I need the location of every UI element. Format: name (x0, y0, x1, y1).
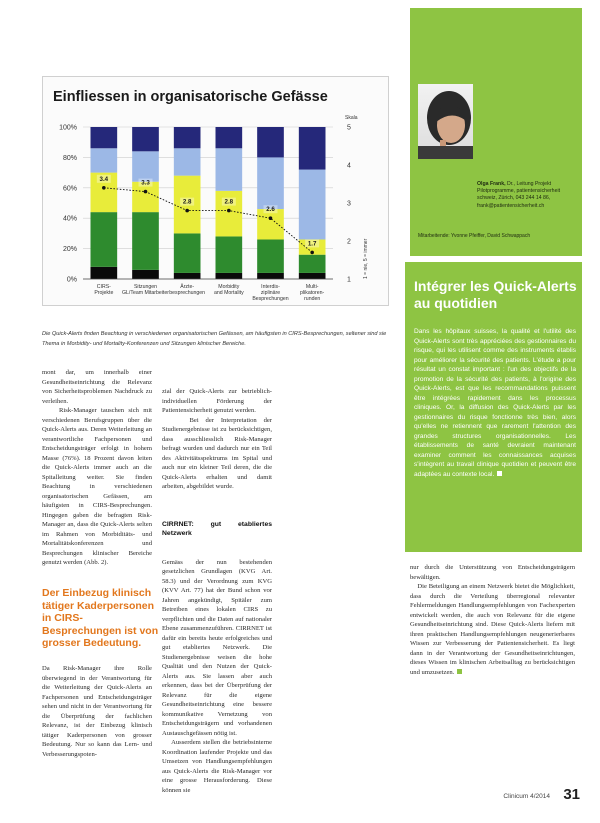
bar-segment (91, 212, 118, 267)
bar-segment (257, 239, 284, 272)
x-tick-label: Multi- (305, 284, 319, 290)
article-column-2 (162, 368, 272, 805)
column-2-paragraphs-a: zial der Quick-Alerts zur betrieblich-individuellen Förderung der Patientensicherheit genutzt werden. Bei der Interpretation der Studienergebnisse ist zu berücksichtigen, dass ausschliesslich Risk-Manager befragt wurden und dadurch nur ein Teil des Aktivitätsspektrums im Spital und auch nur ein kleiner Teil deren, die die Quick-Alerts erhalten und damit arbeiten, abgebildet wurde. (162, 388, 272, 490)
data-label: 3.4 (99, 175, 109, 183)
bar-segment (174, 233, 201, 273)
bar-segment (132, 127, 159, 151)
bar-segment (174, 148, 201, 175)
mean-point (185, 209, 189, 213)
author-name: Olga Frank, (477, 181, 506, 187)
author-portrait (418, 84, 473, 159)
chart-title: Einfliessen in organisatorische Gefässe (53, 89, 328, 105)
bar-segment (91, 267, 118, 279)
mean-point (269, 216, 273, 220)
y-tick-label: 80% (62, 154, 77, 162)
x-tick-label: Projekte (94, 290, 114, 296)
x-tick-label: Ärzte- (180, 284, 195, 290)
section-subhead: CIRRNET: gut etabliertes Netzwerk (162, 520, 274, 537)
data-label: 2.8 (182, 198, 192, 206)
figure-caption: Die Quick-Alerts finden Beachtung in verschiedenen organisatorischen Gefässen, am häufigsten in CIRS-Besprechungen, seltener sind sie Thema in Morbidity- und Mortality-Konferenzen und Sitzungen klinischer Bereiche. (42, 331, 387, 347)
pull-quote: Der Einbezug klinisch tätiger Kaderpersonen in CIRS-Besprechungen ist von grosser Bedeutung. (42, 587, 159, 649)
bar-segment (174, 273, 201, 279)
data-label: 1.7 (307, 240, 317, 248)
y2-tick-label: 4 (347, 162, 351, 170)
end-mark-icon (457, 669, 462, 674)
page-number: 31 (563, 786, 580, 803)
author-details: Dr., Leitung Projekt Pilotprogramme, patientensicherheit schweiz, Zürich, 043 244 14 86, frank@patientensicherheit.ch (477, 181, 561, 209)
french-summary-text (414, 327, 576, 479)
y-tick-label: 20% (62, 246, 77, 254)
bar-segment (299, 255, 326, 273)
mean-point (227, 209, 231, 213)
bar-segment (132, 151, 159, 181)
bar-segment (216, 273, 243, 279)
french-summary-title: Intégrer les Quick-Alerts au quotidien (414, 278, 577, 311)
bar-segment (174, 127, 201, 148)
column-3-text: nur durch die Unterstützung von Entscheidungsträgern bewältigen. Die Beteiligung an einem Netzwerk bietet die Möglichkeit, dass durch die Verteilung überregional relevanter Fehlermeldungen Handlungsempfehlungen von Fachexperten entwickelt werden, die auch von Relevanz für die eigene Gesundheitseinrichtung sind. Diese Quick-Alerts liefern mit ihren praktischen Handlungsempfehlungen neugenerierbares Wissen zur Verbesserung der Patientensicherheit. Es liegt dann in der Verantwortung der Gesundheitseinrichtungen, dieses Wissen im klinischen Arbeitsalltag zu berücksichtigen und umzusetzen. (410, 564, 576, 676)
y-tick-label: 40% (62, 215, 77, 223)
data-label: 2.6 (266, 206, 275, 214)
article-column-3 (410, 563, 575, 677)
bar-segment (257, 209, 284, 239)
french-summary-paragraph: Dans les hôpitaux suisses, la qualité et l'utilité des Quick-Alerts sont très appréciées des gestionnaires du risque, qui les utilisent comme des instruments établis pour améliorer la sécurité des patients. L'étude a pour résultat un constat important : l'un des objectifs de la promotion de la sécurité des patients, à l'origine des Quick-Alerts, est que les recommandations puissent être intégrées rapidement dans les processus cliniques. Or, la diffusion des Quick-Alerts par les gestionnaires du risque fonctionne très bien, alors qu'elles ne retiennent que rarement l'attention des grandes structures organisationnelles. Les établissements de santé devraient maintenant examiner comment les connaissances acquises s'intègrent au travail clinique quotidien et peuvent être adaptées au contexte local. (414, 328, 576, 478)
mean-point (310, 251, 314, 255)
x-tick-label: and Mortality (213, 290, 244, 296)
collaborators: Mitarbeitende: Yvonne Pfeiffer, David Schwappach (418, 233, 531, 239)
y2-axis-title: Skala (345, 115, 358, 121)
y2-tick-label: 2 (347, 238, 351, 246)
article-column-1-bottom: Da Risk-Manager ihre Rolle überwiegend in der Verantwortung für die Weiterleitung der Quick-Alerts an Fachpersonen und Entscheidungsträger sehen und nicht in der Verantwortung für die Überprüfung der fachlichen Relevanz, ist der Einbezug klinisch tätiger Kaderpersonen von grosser Bedeutung. Nur so kann das Lern- und Verbesserungspoten- (42, 665, 154, 758)
bar-segment (257, 157, 284, 209)
x-tick-label: Sitzungen (133, 284, 158, 290)
y-tick-label: 0% (66, 276, 77, 284)
y2-tick-label: 1 (347, 276, 351, 284)
y-tick-label: 100% (59, 124, 77, 132)
x-tick-label: Morbidity (218, 284, 240, 290)
mean-point (144, 190, 148, 194)
y2-tick-label: 5 (347, 124, 351, 132)
x-tick-label: plikatoren- (300, 290, 325, 296)
column-2-paragraphs-b: Gemäss der nun bestehenden gesetzlichen Grundlagen (KVG Art. 58.3) und der Verordnung zum KVG (KVV Art. 77) hat der Bund schon vor Jahren angekündigt, Spitäler zum Betreiben eines lokalen CIRS zu verpflichten und die Daten auf nationaler Ebene zusammenzuführen. CIRRNET ist dafür ein bereits heute erfolgreiches und gut etabliertes Netzwerk. Die Studienergebnisse weisen die hohe Qualität und den Nutzen der Quick-Alerts aus. Sie lassen aber auch erkennen, dass bei der Überprüfung der Relevanz für die eigene Gesundheitseinrichtung eine bessere kommunikative Vernetzung von Entscheidungsträgern und vorhandenen Austauschgefässen nötig ist. Ausserdem stellen die betriebsinterne Koordination laufender Projekte und das Umsetzen von Handlungsempfehlungen aus Quick-Alerts die Risk-Manager vor eine grosse Herausforderung. Diese können sie (162, 558, 272, 794)
y-tick-label: 60% (62, 185, 77, 193)
journal-issue: Clinicum 4/2014 (503, 793, 550, 800)
end-mark-icon (497, 471, 502, 476)
y2-tick-label: 3 (347, 200, 351, 208)
bar-segment (299, 170, 326, 240)
bar-segment (132, 212, 159, 270)
data-label: 3.3 (141, 179, 150, 187)
x-tick-label: ziplinäre (260, 290, 281, 296)
data-label: 2.8 (224, 198, 234, 206)
bar-segment (299, 127, 326, 170)
mean-point (102, 186, 106, 190)
bar-segment (257, 273, 284, 279)
bar-segment (132, 270, 159, 279)
bar-segment (257, 127, 284, 157)
page-footer (440, 786, 580, 805)
chart-figure (42, 76, 389, 306)
y2-axis-label: 1 = nie, 5 = immer (363, 238, 369, 279)
bar-segment (91, 127, 118, 148)
x-tick-label: Besprechungen (252, 296, 289, 302)
x-tick-label: CIRS- (96, 284, 111, 290)
x-tick-label: GL/Team Mitarbeiter (122, 290, 169, 296)
bar-segment (216, 236, 243, 272)
person-photo-icon (418, 84, 473, 159)
article-column-1-top: mont dar, um innerhalb einer Gesundheitseinrichtung die Relevanz von Sicherheitsproblemen Nachdruck zu verleihen. Risk-Manager tauschen sich mit verschiedenen Berufsgruppen über die Quick-Alerts aus. Deren Weiterleitung an verantwortliche Fachpersonen und Entscheidungsträger erfolgt in hohem Masse (76%). 18 Prozent davon leiten die Quick-Alerts immer auch an die Spitalleitung weiter. Sie finden Beachtung in verschiedenen organisatorischen Gefässen, am häufigsten in CIRS-Besprechungen. Hingegen gaben die befragten Risk-Manager an, dass die Quick-Alerts selten im Rahmen von Morbiditäts- und Mortalitätskonferenzen und Besprechungen klinischer Bereiche genutzt werden (Abb. 2). (42, 369, 153, 566)
bar-segment (91, 148, 118, 172)
x-tick-label: Interdis- (261, 284, 280, 290)
x-tick-label: runden (304, 296, 321, 302)
bar-segment (216, 148, 243, 191)
bar-segment (216, 127, 243, 148)
bar-segment (299, 273, 326, 279)
x-tick-label: besprechungen (169, 290, 206, 296)
stacked-bar-chart (43, 77, 388, 305)
author-bio (477, 181, 581, 210)
